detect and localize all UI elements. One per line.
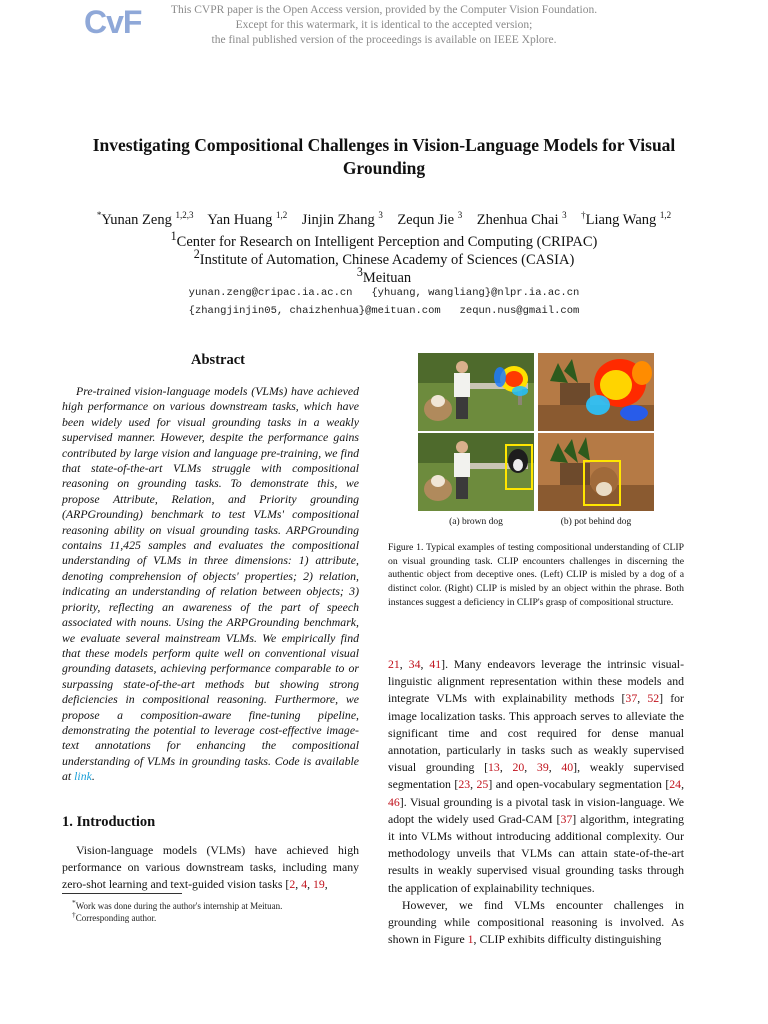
citation-link[interactable]: 41 — [429, 657, 442, 671]
email-line: yunan.zeng@cripac.ia.ac.cn {yhuang, wangliang}@nlpr.ia.ac.cn — [188, 287, 580, 299]
citation-link[interactable]: 52 — [647, 691, 660, 706]
watermark-line: the final published version of the proceedings is available on IEEE Xplore. — [211, 34, 557, 46]
cvf-logo: CvF — [84, 4, 142, 40]
citation-link[interactable]: 13 — [488, 760, 500, 775]
abstract-text: Pre-trained vision-language models (VLMs) have achieved high performance on various downstream tasks, which have been widely used for visual grounding tasks in a weakly supervised manner. However, despite the performance gains contributed by large vision and language pre-training, we find that state-of-the-art VLMs struggle with compositional reasoning on grounding tasks. To demonstrate this, we propose Attribute, Relation, and Priority grounding (ARPGrounding) benchmark to test VLMs' compositional reasoning ability on visual grounding tasks. ARPGrounding contains 11,425 samples and evaluates the compositional understanding of VLMs in three dimensions: 1) attribute, denoting comprehension of objects' properties; 2) relation, indicating an understanding of relation between objects; 3) priority, reflecting an awareness of the part of speech associated with nouns. Using the ARPGrounding benchmark, we evaluate several mainstream VLMs. We empirically find that these models perform quite well on conventional visual grounding datasets, achieving performance comparable to or surpassing state-of-the-art methods but showing strong deficiencies in compositional reasoning. Furthermore, we propose a composition-aware fine-tuning pipeline, demonstrating the potential to leverage cost-effective image-text annotations for enhancing the compositional understanding of VLMs in grounding tasks. Code is available at link. — [62, 384, 359, 784]
figure-1 — [418, 353, 654, 511]
author: Jinjin Zhang $^3$ — [301, 210, 383, 228]
section-heading: 1. Introduction — [62, 814, 156, 830]
author: †Liang Wang $^{1,2}$ — [581, 210, 672, 228]
citation-link[interactable]: 37 — [560, 811, 573, 826]
footnote: *Work was done during the author's internship at Meituan. — [72, 898, 283, 911]
figure-caption: Figure 1. Typical examples of testing compositional understanding of CLIP on visual grounding task. CLIP encounters challenges in discerning the authentic object from deceptive ones. (Left) CLIP is misled by a dog of a distinct color. (Right) CLIP is misled by an object within the phrase. Both instances suggest a deficiency in CLIP's grasp of compositional structure. — [388, 542, 684, 608]
figure-image-heatmap-pot — [538, 353, 654, 431]
citation-link[interactable]: 4 — [301, 877, 308, 892]
right-column-text — [388, 656, 684, 948]
citation-link[interactable]: 34 — [408, 657, 421, 671]
email-line: {zhangjinjin05, chaizhenhua}@meituan.com zequn.nus@gmail.com — [188, 305, 580, 317]
watermark-line: This CVPR paper is the Open Access version, provided by the Computer Vision Foundation. — [170, 4, 598, 16]
citation-link[interactable]: 20 — [512, 760, 525, 775]
author: Zhenhua Chai $^3$ — [476, 210, 567, 228]
author: Zequn Jie $^3$ — [397, 210, 463, 228]
subfigure-caption-b: (b) pot behind dog — [560, 517, 632, 527]
paper-title: Investigating Compositional Challenges in Vision-Language Models for Visual Grounding — [92, 135, 676, 178]
affiliation: $^2$Institute of Automation, Chinese Academy of Sciences (CASIA) — [193, 247, 575, 268]
citation-link[interactable]: 21 — [388, 657, 400, 671]
affiliation: $^1$Center for Research on Intelligent Perception and Computing (CRIPAC) — [170, 229, 598, 250]
citation-link[interactable]: 19 — [313, 877, 325, 892]
watermark-line: Except for this watermark, it is identical to the accepted version; — [235, 19, 533, 31]
citation-link[interactable]: 23 — [458, 777, 471, 792]
footnote: †Corresponding author. — [72, 910, 157, 923]
paragraph: However, we find VLMs encounter challenges in grounding while compositional reasoning is involved. As shown in Figure 1, CLIP exhibits difficulty distinguishing — [388, 897, 684, 947]
watermark-notice — [0, 3, 768, 48]
author: *Yunan Zeng $^{1,2,3}$ — [96, 210, 194, 228]
citation-link[interactable]: 2 — [289, 877, 296, 892]
citation-link[interactable]: 37 — [625, 691, 638, 706]
code-link[interactable]: link — [74, 769, 92, 784]
intro-paragraph: Vision-language models (VLMs) have achieved high performance on various downstream tasks, including many zero-shot learning and text-guided vision tasks [2, 4, 19, — [62, 843, 359, 892]
author: Yan Huang $^{1,2}$ — [207, 210, 288, 228]
figure-image-box-dogs — [418, 433, 534, 511]
citation-link[interactable]: 40 — [561, 760, 574, 775]
subfigure-caption-a: (a) brown dog — [449, 517, 503, 527]
citation-link[interactable]: 46 — [388, 794, 400, 809]
paragraph: 21, 34, 41]. Many endeavors leverage the intrinsic visual-linguistic alignment representation within these models and integrate VLMs with explainability methods [37, 52] for image localization tasks. This approach serves to alleviate the significant time and cost required for dense manual annotation, particularly in tasks such as weakly supervised visual grounding [13, 20, 39, 40], weakly supervised segmentation [23, 25] and open-vocabulary segmentation [24, 46]. Visual grounding is a pivotal task in vision-language. We adopt the widely used Grad-CAM [37] algorithm, integrating it into VLMs without introducing additional complexity. Our methodology unveils that VLMs can attain state-of-the-art results in weakly supervised visual grounding tasks through the application of explainability techniques. — [388, 657, 685, 895]
figure-image-box-pot — [538, 433, 654, 511]
citation-link[interactable]: 39 — [536, 760, 549, 775]
figure-reference-link[interactable]: 1 — [467, 932, 474, 947]
citation-link[interactable]: 25 — [476, 777, 489, 792]
abstract-heading: Abstract — [191, 352, 245, 368]
citation-link[interactable]: 24 — [669, 777, 682, 792]
author-list — [40, 206, 728, 229]
figure-image-heatmap-dogs — [418, 353, 534, 431]
affiliation: $^3$Meituan — [356, 265, 412, 286]
footnote-rule — [62, 893, 182, 894]
